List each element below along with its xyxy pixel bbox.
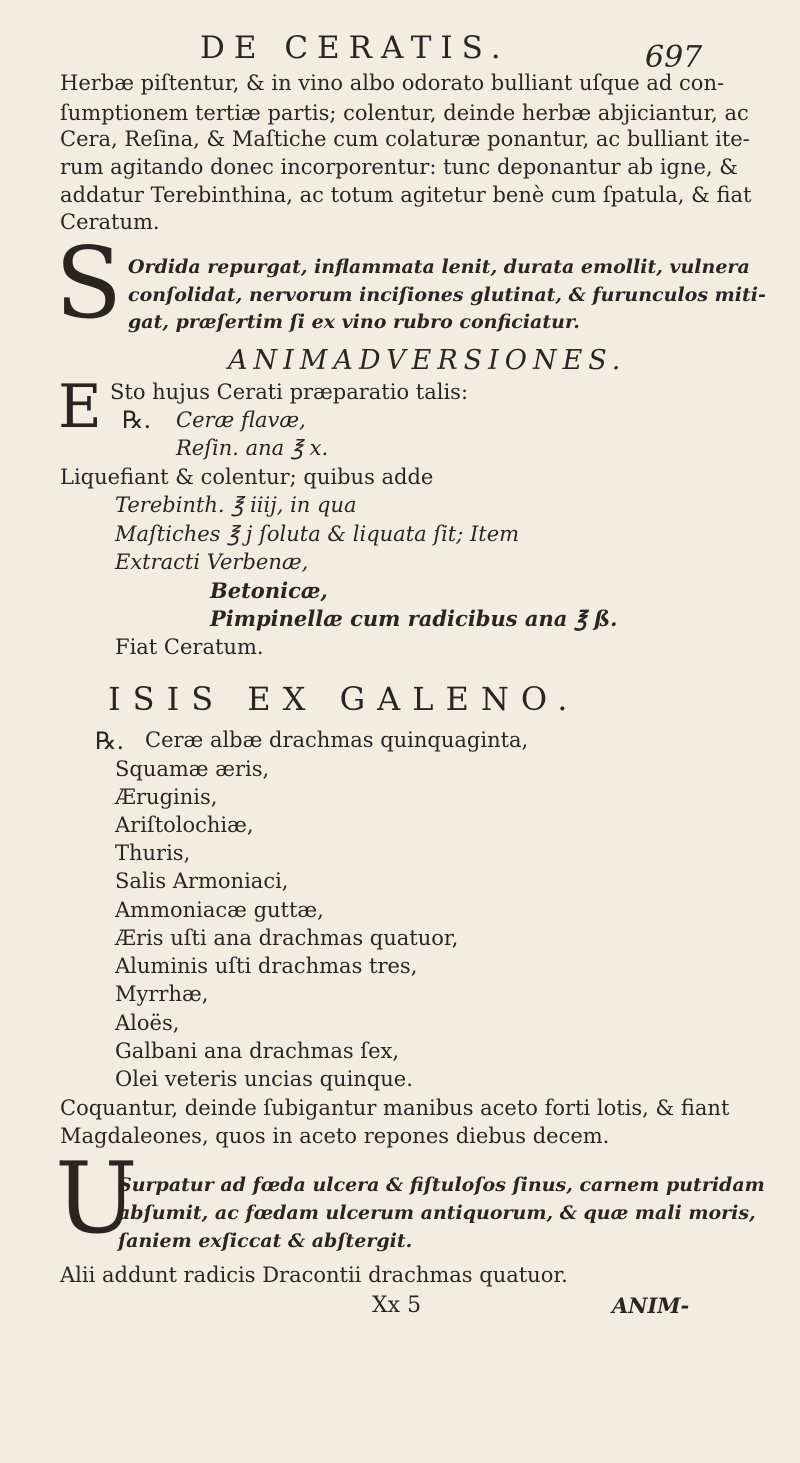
text-line: Sto hujus Cerati præparatio talis: [110,380,469,404]
text-line: gat, præſertim ſi ex vino rubro conficiatur. [128,311,580,333]
drop-cap: U [55,1142,138,1256]
ingredient-line: Ceræ flavæ, [176,408,306,432]
text-line: addatur Terebinthina, ac totum agitetur benè cum ſpatula, & fiat [60,183,752,207]
text-line: Herbæ piſtentur, & in vino albo odorato bulliant uſque ad con- [60,71,725,95]
text-line: abſumit, ac fœdam ulcerum antiquorum, & quæ mali moris, [118,1202,756,1224]
ingredient-line: Aluminis uſti drachmas tres, [115,954,418,978]
ingredient-line: Æruginis, [115,785,218,809]
ingredient-line: Myrrhæ, [115,982,209,1006]
ingredient-line: Olei veteris uncias quinque. [115,1067,413,1091]
text-line: Coquantur, deinde ſubigantur manibus aceto forti lotis, & fiant [60,1096,730,1120]
page-number: 697 [645,40,703,75]
ingredient-line: Aloës, [115,1011,180,1035]
text-line: Fiat Ceratum. [115,635,264,659]
ingredient-line: Salis Armoniaci, [115,869,289,893]
section-heading: ANIMADVERSIONES. [228,345,627,376]
text-line: Ceratum. [60,210,160,234]
ingredient-line: Ceræ albæ drachmas quinquaginta, [145,728,529,752]
text-line: Cera, Reſina, & Maſtiche cum colaturæ ponantur, ac bulliant ite- [60,127,750,151]
ingredient-line: Extracti Verbenæ, [115,550,309,574]
ingredient-line: Galbani ana drachmas ſex, [115,1039,400,1063]
ingredient-line: Maſtiches ℥ j ſoluta & liquata ſit; Item [115,522,520,546]
text-line: Alii addunt radicis Dracontii drachmas quatuor. [60,1263,568,1287]
text-line: ſaniem exſiccat & abſtergit. [118,1230,413,1252]
text-line: ſumptionem tertiæ partis; colentur, deinde herbæ abjiciantur, ac [60,101,749,125]
drop-cap: S [55,227,123,341]
ingredient-line: Betonicæ, [210,578,328,603]
drop-cap: E [58,372,102,442]
text-line: Surpatur ad fœda ulcera & fiſtuloſos ſinus, carnem putridam [118,1174,765,1196]
ingredient-line: Æris uſti ana drachmas quatuor, [115,926,459,950]
running-header: DE CERATIS. [200,30,510,66]
ingredient-line: Pimpinellæ cum radicibus ana ℥ ß. [210,606,618,631]
ingredient-line: Ammoniacæ guttæ, [115,898,324,922]
section-heading: ISIS EX GALENO. [108,680,580,718]
text-line: rum agitando donec incorporentur: tunc deponantur ab igne, & [60,155,738,179]
signature-mark: Xx 5 [372,1293,422,1318]
text-line: Magdaleones, quos in aceto repones diebus decem. [60,1124,610,1148]
recipe-symbol: ℞. [122,406,152,434]
text-line: Ordida repurgat, inflammata lenit, durata emollit, vulnera [128,256,750,278]
ingredient-line: Terebinth. ℥ iiij, in qua [115,493,357,517]
ingredient-line: Reſin. ana ℥ x. [176,436,329,460]
text-line: Liquefiant & colentur; quibus adde [60,465,434,489]
text-line: conſolidat, nervorum inciſiones glutinat, & furunculos miti- [128,284,766,306]
ingredient-line: Thuris, [115,841,191,865]
ingredient-line: Squamæ æris, [115,757,270,781]
recipe-symbol: ℞. [95,727,125,755]
ingredient-line: Ariſtolochiæ, [115,813,254,837]
catchword: ANIM- [612,1293,690,1318]
